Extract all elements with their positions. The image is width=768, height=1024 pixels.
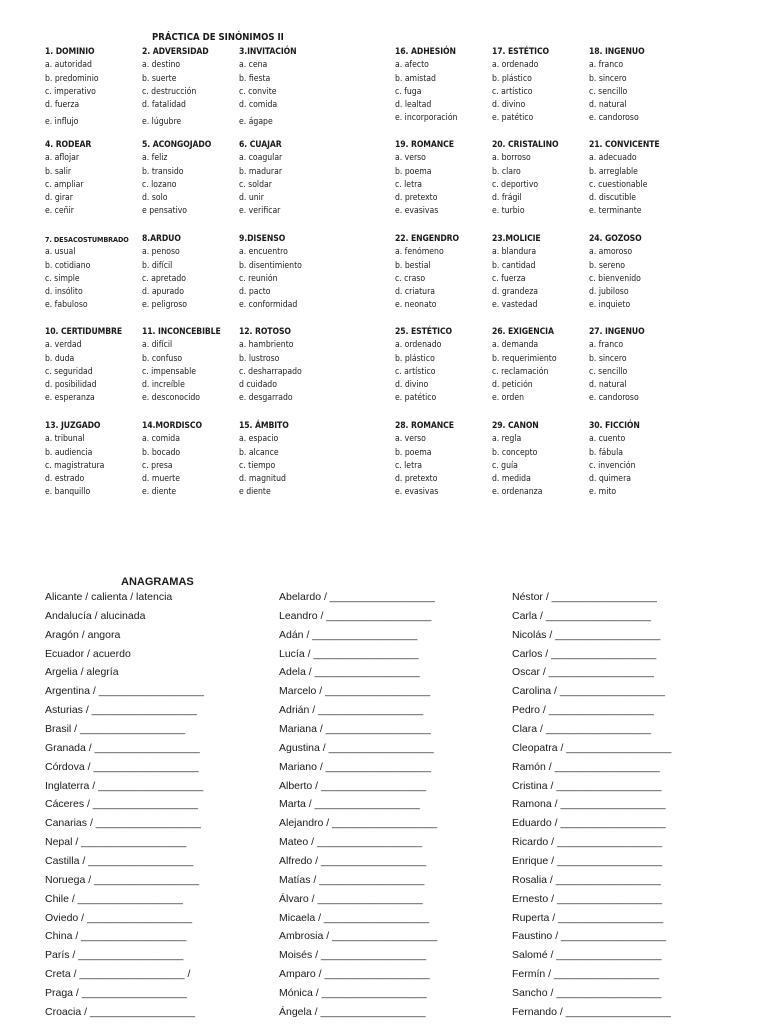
anagram-item: Cleopatra / __________________ [512,741,672,754]
answer-option: d. pacto [239,287,271,298]
question-title: 21. CONVICENTE [589,140,660,150]
synonym-question [395,326,499,406]
question-title: 19. ROMANCE [395,140,454,150]
answer-option: c. reunión [239,273,278,284]
answer-option: d. magnitud [239,474,286,485]
answer-option: b. concepto [492,447,538,458]
answer-option: c. destrucción [142,86,197,97]
answer-option: b. suerte [142,73,177,84]
question-title: 23.MOLICIE [492,234,541,244]
answer-option: c. letra [395,460,423,471]
synonym-question [142,233,246,313]
anagram-item: Argelia / alegría [45,666,119,679]
answer-option: c. reclamación [492,366,549,377]
answer-option: d. pretexto [395,474,438,485]
synonym-question [589,326,693,406]
answer-option: b. predominio [45,73,99,84]
answer-option: d. apurado [142,287,184,298]
answer-option: a. demanda [492,340,539,351]
anagram-item: Fernando / __________________ [512,1005,671,1018]
anagram-item: Carla / __________________ [512,609,651,622]
answer-option: d. increíble [142,380,185,391]
anagram-item: Matías / __________________ [279,873,425,886]
anagram-item: Rosalia / __________________ [512,873,661,886]
synonym-question [492,46,596,126]
answer-option: b. sereno [589,260,625,271]
anagram-item: Adán / __________________ [279,628,418,641]
answer-option: d cuidado [239,380,277,391]
synonym-question [142,420,246,500]
anagram-item: Praga / __________________ [45,987,187,1000]
answer-option: e pensativo [142,206,188,217]
answer-option: a. verdad [45,340,82,351]
answer-option: e. neonato [395,300,437,311]
answer-option: c. deportivo [492,179,539,190]
synonym-question [492,420,596,500]
synonyms-title: PRÁCTICA DE SINÓNIMOS II [152,32,284,43]
anagram-item: Salomé / __________________ [512,949,662,962]
synonym-question [395,420,499,500]
anagram-item: Clara / __________________ [512,723,651,736]
answer-option: e. ceñir [45,206,74,217]
answer-option: d. discutible [589,193,637,204]
synonym-question [395,46,499,126]
answer-option: c. ampliar [45,179,84,190]
answer-option: a. blandura [492,247,537,258]
anagram-item: Inglaterra / __________________ [45,779,204,792]
anagram-item: París / __________________ [45,949,184,962]
anagram-item: Córdova / __________________ [45,760,199,773]
question-title: 7. DESACOSTUMBRADO [45,235,129,244]
answer-option: d. muerte [142,474,180,485]
answer-option: e. vastedad [492,300,538,311]
answer-option: e. evasivas [395,206,439,217]
anagram-item: Sancho / __________________ [512,987,662,1000]
answer-option: a. borroso [492,153,531,164]
answer-option: d. pretexto [395,193,438,204]
answer-option: c. impensable [142,366,196,377]
answer-option: d. divino [492,100,526,111]
answer-option: b. requerimiento [492,353,557,364]
question-title: 27. INGENUO [589,327,645,337]
anagram-item: Mariano / __________________ [279,760,431,773]
synonym-question [589,233,693,313]
answer-option: e. inquieto [589,300,631,311]
answer-option: e. conformidad [239,300,298,311]
answer-option: b. lustroso [239,353,280,364]
answer-option: a. adecuado [589,153,637,164]
anagram-item: Ruperta / __________________ [512,911,664,924]
answer-option: b. poema [395,166,432,177]
synonym-question [142,139,246,219]
anagram-item: Granada / __________________ [45,741,200,754]
answer-option: b. fábula [589,447,623,458]
synonym-question [45,139,149,219]
answer-option: a. fenómeno [395,247,444,258]
question-title: 28. ROMANCE [395,421,454,431]
answer-option: b. plástico [395,353,435,364]
answer-option: c. invención [589,460,636,471]
anagram-item: Faustino / __________________ [512,930,667,943]
answer-option: c. sencillo [589,366,628,377]
answer-option: b. claro [492,166,521,177]
answer-option: e. verificar [239,206,281,217]
synonym-question [239,46,343,130]
anagram-item: Enrique / __________________ [512,855,663,868]
answer-option: c. desharrapado [239,366,302,377]
answer-option: b. transido [142,166,184,177]
answer-option: e. candoroso [589,113,639,124]
answer-option: d. jubiloso [589,287,629,298]
answer-option: e. ordenanza [492,487,543,498]
anagram-item: Adela / __________________ [279,666,420,679]
answer-option: d. natural [589,380,627,391]
anagram-item: Asturias / __________________ [45,704,197,717]
anagram-item: Cristina / __________________ [512,779,662,792]
synonym-question [589,139,693,219]
anagram-item: Mónica / __________________ [279,987,427,1000]
synonym-question [589,420,693,500]
anagram-column [45,588,204,1022]
answer-option: c. simple [45,273,80,284]
answer-option: c. fuerza [492,273,526,284]
question-title: 1. DOMINIO [45,47,95,57]
anagram-item: Alejandro / __________________ [279,817,438,830]
question-title: 12. ROTOSO [239,327,291,337]
anagram-item: Marcelo / __________________ [279,685,431,698]
question-title: 14.MORDISCO [142,421,202,431]
answer-option: c. soldar [239,179,272,190]
answer-option: a. cena [239,60,268,71]
answer-option: b. sincero [589,353,627,364]
anagram-item: Néstor / __________________ [512,591,657,603]
anagram-item: Oviedo / __________________ [45,911,193,924]
answer-option: d. comida [239,100,278,111]
question-title: 4. RODEAR [45,140,92,150]
answer-option: e. orden [492,393,524,404]
answer-option: c. seguridad [45,366,93,377]
answer-option: e. ágape [239,117,273,128]
answer-option: c. cuestionable [589,179,648,190]
anagram-item: Agustina / __________________ [279,741,434,754]
question-title: 25. ESTÉTICO [395,327,452,337]
synonym-question [492,139,596,219]
answer-option: c. fuga [395,86,422,97]
anagram-item: Mateo / __________________ [279,836,423,849]
answer-option: d. girar [45,193,73,204]
answer-option: a. comida [142,434,180,445]
synonym-question [239,139,343,219]
answer-option: e. lúgubre [142,117,182,128]
answer-option: b. duda [45,353,75,364]
answer-option: a. amoroso [589,247,633,258]
anagram-column [512,588,671,1022]
synonym-question [45,46,149,130]
anagram-item: Pedro / __________________ [512,704,654,717]
answer-option: a. regla [492,434,522,445]
answer-option: a. hambriento [239,340,294,351]
anagram-item: Castilla / __________________ [45,855,194,868]
answer-option: a. aflojar [45,153,80,164]
anagram-item: Brasil / __________________ [45,723,186,736]
answer-option: a. espacio [239,434,279,445]
answer-option: b. madurar [239,166,282,177]
answer-option: b. alcance [239,447,279,458]
answer-option: d. solo [142,193,168,204]
answer-option: e. terminante [589,206,642,217]
anagram-item: Adrián / __________________ [279,704,424,717]
answer-option: b. difícil [142,260,173,271]
answer-option: e. desgarrado [239,393,293,404]
answer-option: a. franco [589,60,624,71]
anagram-item: Nicolás / __________________ [512,628,661,641]
anagram-item: Lucía / __________________ [279,647,419,660]
answer-option: b. amistad [395,73,436,84]
question-title: 9.DISENSO [239,234,286,244]
synonym-question [45,326,149,406]
answer-option: a. coagular [239,153,283,164]
question-title: 11. INCONCEBIBLE [142,327,221,337]
answer-option: c. lozano [142,179,177,190]
synonym-question [589,46,693,126]
answer-option: e diente [239,487,271,498]
answer-option: e. turbio [492,206,525,217]
anagram-item: Micaela / __________________ [279,911,430,924]
answer-option: b. bocado [142,447,181,458]
question-title: 3.INVITACIÓN [239,47,297,57]
answer-option: d. lealtad [395,100,432,111]
answer-option: c. bienvenido [589,273,641,284]
answer-option: d. frágil [492,193,522,204]
anagram-item: Argentina / __________________ [45,685,204,698]
anagram-item: Carolina / __________________ [512,685,665,698]
anagram-item: Álvaro / __________________ [279,892,423,905]
answer-option: d. natural [589,100,627,111]
question-title: 26. EXIGENCIA [492,327,554,337]
anagram-item: Chile / __________________ [45,892,183,905]
anagram-item: Ramón / __________________ [512,760,660,773]
answer-option: e. patético [395,393,437,404]
anagram-item: Leandro / __________________ [279,609,432,622]
anagram-item: Canarias / __________________ [45,817,201,830]
anagram-item: Ángela / __________________ [279,1005,426,1018]
answer-option: a. encuentro [239,247,288,258]
question-title: 17. ESTÉTICO [492,47,549,57]
answer-option: e. esperanza [45,393,95,404]
answer-option: d. medida [492,474,531,485]
answer-option: c. artístico [492,86,533,97]
answer-option: e. mito [589,487,617,498]
answer-option: d. quimera [589,474,631,485]
answer-option: b. confuso [142,353,183,364]
answer-option: c. convite [239,86,277,97]
answer-option: d. divino [395,380,429,391]
anagram-item: Fermín / __________________ [512,968,660,981]
anagram-item: Oscar / __________________ [512,666,654,679]
anagram-item: Ambrosia / __________________ [279,930,438,943]
answer-option: b. cotidiano [45,260,91,271]
answer-option: a. feliz [142,153,168,164]
anagram-item: Alberto / __________________ [279,779,427,792]
answer-option: a. tribunal [45,434,85,445]
anagram-item: Nepal / __________________ [45,836,187,849]
anagram-column [279,588,437,1022]
answer-option: e. peligroso [142,300,188,311]
anagram-item: Ecuador / acuerdo [45,647,131,660]
anagram-item: Croacia / __________________ [45,1005,196,1018]
answer-option: e. incorporación [395,113,458,124]
answer-option: c. letra [395,179,423,190]
answer-option: a. penoso [142,247,180,258]
synonym-question [492,326,596,406]
answer-option: c. imperativo [45,86,96,97]
synonym-question [45,420,149,500]
question-title: 20. CRISTALINO [492,140,559,150]
question-title: 30. FICCIÓN [589,421,640,431]
answer-option: b. audiencia [45,447,93,458]
question-title: 16. ADHESIÓN [395,47,456,57]
answer-option: d. fuerza [45,100,80,111]
answer-option: e. candoroso [589,393,639,404]
answer-option: d. criatura [395,287,435,298]
answer-option: a. verso [395,434,426,445]
question-title: 5. ACONGOJADO [142,140,212,150]
anagram-item: Alicante / calienta / latencia [45,591,173,603]
answer-option: d. petición [492,380,533,391]
answer-option: d. grandeza [492,287,539,298]
answer-option: a. usual [45,247,76,258]
answer-option: a. destino [142,60,181,71]
anagram-item: Aragón / angora [45,628,121,641]
synonym-question [395,139,499,219]
answer-option: b. poema [395,447,432,458]
answer-option: a. franco [589,340,624,351]
synonym-question [239,420,343,500]
anagram-item: Mariana / __________________ [279,723,431,736]
answer-option: d. estrado [45,474,85,485]
answer-option: a. ordenado [395,340,442,351]
answer-option: e. evasivas [395,487,439,498]
question-title: 18. INGENUO [589,47,645,57]
answer-option: e. desconocido [142,393,201,404]
answer-option: c. sencillo [589,86,628,97]
answer-option: c. craso [395,273,426,284]
answer-option: a. ordenado [492,60,539,71]
question-title: 8.ARDUO [142,234,181,244]
synonym-question [45,233,149,313]
question-title: 2. ADVERSIDAD [142,47,209,57]
answer-option: b. fiesta [239,73,271,84]
anagram-item: Ricardo / __________________ [512,836,663,849]
anagram-item: Ramona / __________________ [512,798,666,811]
anagram-item: Marta / __________________ [279,798,420,811]
question-title: 10. CERTIDUMBRE [45,327,123,337]
answer-option: d. insólito [45,287,83,298]
question-title: 22. ENGENDRO [395,234,459,244]
answer-option: c. tiempo [239,460,276,471]
answer-option: b. sincero [589,73,627,84]
answer-option: b. arreglable [589,166,638,177]
answer-option: e. patético [492,113,534,124]
synonym-question [492,233,596,313]
answer-option: e. fabuloso [45,300,88,311]
anagrams-title: ANAGRAMAS [121,576,194,588]
synonym-question [239,326,343,406]
answer-option: a. afecto [395,60,429,71]
answer-option: a. verso [395,153,426,164]
anagram-item: Moisés / __________________ [279,949,427,962]
anagram-item: Amparo / __________________ [279,968,430,981]
anagram-item: Noruega / __________________ [45,873,200,886]
answer-option: d. unir [239,193,264,204]
anagram-item: Cáceres / __________________ [45,798,198,811]
answer-option: a. cuento [589,434,626,445]
anagram-item: Creta / __________________ / [45,968,191,981]
synonym-question [142,46,246,130]
answer-option: e. banquillo [45,487,91,498]
anagram-item: Andalucía / alucinada [45,609,146,622]
answer-option: b. cantidad [492,260,536,271]
answer-option: b. bestial [395,260,431,271]
answer-option: e. diente [142,487,177,498]
synonym-question [239,233,343,313]
question-title: 6. CUAJAR [239,140,282,150]
question-title: 29. CANON [492,421,539,431]
answer-option: c. guía [492,460,518,471]
answer-option: a. difícil [142,340,173,351]
answer-option: c. magistratura [45,460,105,471]
anagram-item: Eduardo / __________________ [512,817,666,830]
answer-option: d. fatalidad [142,100,186,111]
synonym-question [142,326,246,406]
answer-option: a. autoridad [45,60,92,71]
answer-option: d. posibilidad [45,380,97,391]
anagram-item: Ernesto / __________________ [512,892,663,905]
answer-option: e. influjo [45,117,79,128]
answer-option: c. artístico [395,366,436,377]
answer-option: c. apretado [142,273,186,284]
synonym-question [395,233,499,313]
anagram-item: Carlos / __________________ [512,647,657,660]
answer-option: c. presa [142,460,173,471]
anagram-item: China / __________________ [45,930,187,943]
anagram-item: Alfredo / __________________ [279,855,427,868]
question-title: 15. ÁMBITO [239,421,289,431]
answer-option: b. salir [45,166,72,177]
answer-option: b. disentimiento [239,260,302,271]
answer-option: b. plástico [492,73,532,84]
anagram-item: Abelardo / __________________ [279,591,435,603]
question-title: 13. JUZGADO [45,421,101,431]
question-title: 24. GOZOSO [589,234,642,244]
